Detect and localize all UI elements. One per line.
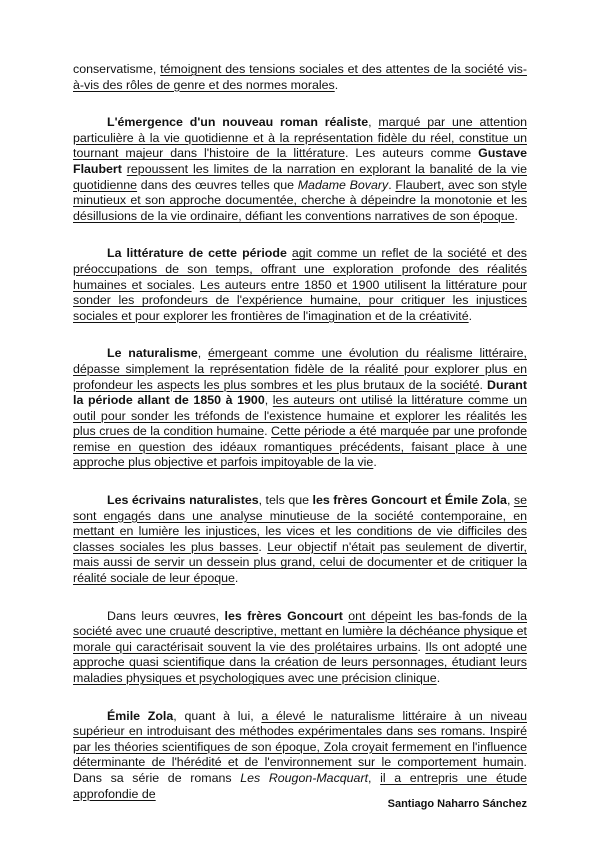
underlined-text: ont dépeint les bas-fonds de la société avec une cruauté descriptive, mettant en lumière la déchéance physique et morale qui caractérisait souvent la vie des prolétaires urbains [73, 608, 527, 654]
text-run: . [388, 177, 396, 192]
underlined-text: Cette période a été marquée par une profonde remise en question des idéaux romantiques précédents, faisant place à une approche plus objective et parfois impitoyable de la vie [73, 424, 528, 470]
bold-text: L'émergence d'un nouveau roman réaliste [107, 115, 369, 130]
text-run: . [191, 277, 200, 292]
text-run: . [479, 377, 488, 392]
underlined-text: agit comme un reflet de la société et des préoccupations de son temps, offrant une exploration profonde des réalités humaines et sociales [73, 246, 527, 292]
bold-text: les frères Goncourt [224, 608, 343, 623]
paragraph [73, 609, 527, 687]
bold-text: Les écrivains naturalistes [107, 493, 259, 508]
text-run: , quant à lui, [173, 708, 262, 723]
bold-text: Le naturalisme [107, 346, 198, 361]
underlined-text: Les auteurs entre 1850 et 1900 utilisent la littérature pour sonder les profondeurs de l'expérience humaine, pour critiquer les injustices sociales et pour explorer les frontières de l'imagination et de la créativité [73, 277, 527, 323]
text-run: . [417, 639, 426, 654]
bold-text: Gustave Flaubert [73, 146, 527, 176]
underlined-text: marqué par une attention particulière à la vie quotidienne et à la représentation fidèle du réel, constitue un tournant majeur dans l'histoire de la littérature [73, 115, 527, 161]
text-run: . [436, 671, 441, 685]
text-run: , [506, 493, 514, 508]
text-run: . [258, 539, 268, 554]
underlined-text: Leur objectif n'était pas seulement de divertir, mais aussi de servir un dessein plus grand, celui de documenter et de critiquer la réalité sociale de leur époque [73, 539, 527, 586]
text-run: . [514, 208, 518, 223]
paragraph [73, 62, 527, 93]
bold-text: La littérature de cette période [107, 246, 287, 261]
text-run: Dans leurs œuvres, [107, 608, 225, 623]
footer-author: Santiago Naharro Sánchez [387, 798, 527, 810]
paragraph [73, 493, 527, 587]
text-run: . [373, 455, 377, 470]
text-run: , [264, 393, 273, 408]
paragraph [73, 709, 527, 803]
underlined-text: émergeant comme une évolution du réalisme littéraire, dépasse simplement la représentation fidèle de la réalité pour explorer plus en profondeur les aspects les plus sombres et les plus brutaux de la société [73, 346, 527, 392]
text-run: . [264, 424, 272, 439]
document-body [73, 62, 527, 824]
italic-title: Madame Bovary [297, 177, 389, 192]
paragraph [73, 346, 527, 471]
text-run: , [197, 346, 209, 361]
text-run: conservatisme, [73, 62, 161, 76]
underlined-text: témoignent des tensions sociales et des attentes de la société vis-à-vis des rôles de genre et des normes morales [73, 62, 527, 92]
text-run: . [234, 571, 239, 586]
underlined-text: Ils ont adopté une approche quasi scientifique dans la création de leurs personnages, étudiant leurs maladies physiques et psychologiques avec une précision clinique [73, 639, 528, 685]
text-run: . Dans sa série de romans [73, 755, 527, 785]
underlined-text: a élevé le naturalisme littéraire à un niveau supérieur en introduisant des méthodes expérimentales dans ses romans. Inspiré par les théories scientifiques de son époque, Zola croyait fermement en l'influence déterminante de l'hérédité et de l'environnement sur le comportement humain [73, 708, 527, 770]
text-run: dans des œuvres telles que [137, 177, 298, 192]
bold-text: les frères Goncourt et Émile Zola [312, 493, 507, 508]
text-run: . [468, 308, 473, 323]
underlined-text: il a entrepris une étude approfondie de [73, 770, 527, 801]
paragraph [73, 246, 527, 324]
text-run: . [334, 77, 339, 92]
underlined-text: se sont engagés dans une analyse minutieuse de la société contemporaine, en mettant en lumière les injustices, les vices et les conditions de vie difficiles des classes sociales les plus basses [73, 493, 527, 554]
bold-text: Émile Zola [107, 708, 174, 723]
text-run: , tels que [258, 493, 313, 508]
text-run: . Les auteurs comme [344, 146, 479, 161]
italic-title: Les Rougon-Macquart [240, 770, 369, 785]
text-run: , [368, 115, 379, 130]
text-run: , [368, 770, 381, 785]
bold-text: Durant la période allant de 1850 à 1900 [73, 377, 527, 408]
underlined-text: les auteurs ont utilisé la littérature comme un outil pour sonder les tréfonds de l'existence humaine et explorer les réalités les plus crues de la condition humaine [73, 393, 527, 439]
paragraph [73, 115, 527, 224]
underlined-text: Flaubert, avec son style minutieux et son approche documentée, cherche à dépeindre la monotonie et les désillusions de la vie ordinaire, défiant les conventions narratives de son époque [73, 177, 528, 223]
underlined-text: repoussent les limites de la narration en explorant la banalité de la vie quotidienne [73, 161, 527, 192]
